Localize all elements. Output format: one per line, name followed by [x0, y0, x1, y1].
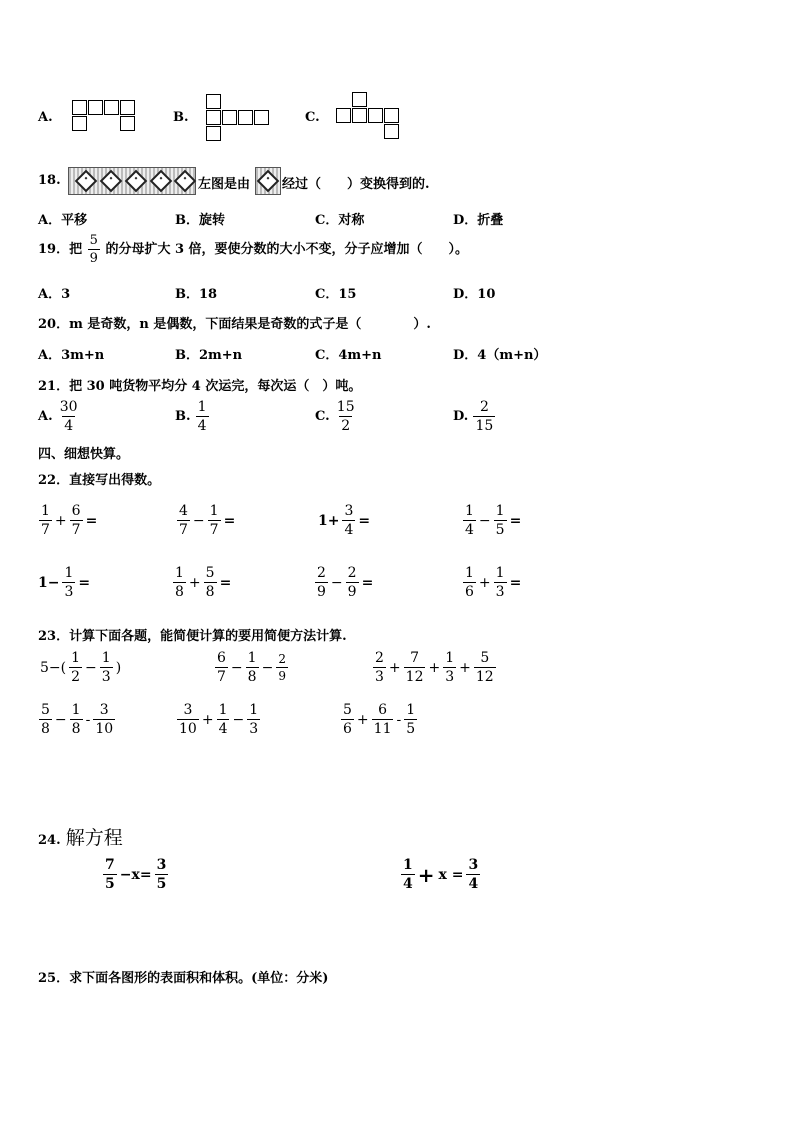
q22-item-4: $\frac{1}{4}$ − $\frac{1}{5}$ =	[465, 503, 522, 538]
q23-expr-1: 5−( $\frac{1}{2}$ − $\frac{1}{3}$ )	[40, 650, 122, 685]
q18-option-c[interactable]: C．对称	[315, 213, 365, 228]
q18-text-a: 左图是由	[198, 177, 251, 192]
q20-option-a[interactable]: A．3m+n	[38, 348, 105, 363]
q18-text-b: 经过（ ）变换得到的.	[282, 177, 430, 192]
q21-option-b[interactable]: B. $\frac{1}{4}$	[175, 399, 207, 434]
q22-item-5: 1− $\frac{1}{3}$ =	[38, 565, 91, 600]
q19-option-b[interactable]: B．18	[175, 287, 218, 302]
q22-item-8: $\frac{1}{6}$ + $\frac{1}{3}$ =	[465, 565, 522, 600]
q17-option-a[interactable]: A.	[38, 110, 53, 125]
q24-heading: 24. 解方程	[38, 827, 123, 849]
q19-option-c[interactable]: C．15	[315, 287, 357, 302]
q20-option-d[interactable]: D．4（m+n）	[453, 348, 547, 363]
section-4-heading: 四、细想快算。	[38, 447, 130, 462]
q20-option-b[interactable]: B．2m+n	[175, 348, 243, 363]
q17-option-c[interactable]: C.	[305, 110, 320, 125]
diamond-unit-image	[255, 167, 281, 195]
q21-question: 21．把 30 吨货物平均分 4 次运完，每次运（ ）吨。	[38, 379, 362, 394]
q19-option-d[interactable]: D．10	[453, 287, 496, 302]
q23-expr-2: $\frac{6}{7}$ − $\frac{1}{8}$ − $\frac{2}{9}$	[217, 650, 286, 685]
q21-option-d[interactable]: D. $\frac{2}{15}$	[453, 399, 494, 434]
q22-item-3: 1+ $\frac{3}{4}$ =	[318, 503, 371, 538]
q21-option-c[interactable]: C. $\frac{15}{2}$	[315, 399, 355, 434]
q23-expr-6: $\frac{5}{6}$ + $\frac{6}{11}$ - $\frac{1}{5}$	[343, 702, 416, 737]
q22-item-1: $\frac{1}{7}$ + $\frac{6}{7}$ =	[41, 503, 98, 538]
q22-item-2: $\frac{4}{7}$ − $\frac{1}{7}$ =	[179, 503, 236, 538]
q25-question: 25．求下面各图形的表面积和体积。(单位：分米)	[38, 971, 329, 986]
q19-question: 19．把 $\frac{5}{9}$ 的分母扩大 3 倍，要使分数的大小不变，分子应增加（ ）。	[38, 233, 469, 266]
q23-question: 23．计算下面各题，能简便计算的要用简便方法计算.	[38, 629, 347, 644]
q22-item-7: $\frac{2}{9}$ − $\frac{2}{9}$ =	[317, 565, 374, 600]
q21-option-a[interactable]: A. $\frac{30}{4}$	[38, 399, 78, 434]
q20-option-c[interactable]: C．4m+n	[315, 348, 382, 363]
q18-option-b[interactable]: B．旋转	[175, 213, 225, 228]
q20-question: 20．m 是奇数，n 是偶数，下面结果是奇数的式子是（ ）.	[38, 317, 431, 332]
q24-equation-1: $\frac{7}{5}$ −x= $\frac{3}{5}$	[105, 857, 167, 892]
q22-item-6: $\frac{1}{8}$ + $\frac{5}{8}$ =	[175, 565, 232, 600]
q23-expr-4: $\frac{5}{8}$ − $\frac{1}{8}$ - $\frac{3}{10}$	[41, 702, 114, 737]
q18-option-d[interactable]: D．折叠	[453, 213, 504, 228]
q17-option-b[interactable]: B.	[173, 110, 189, 125]
q22-question: 22．直接写出得数。	[38, 473, 161, 488]
q23-expr-3: $\frac{2}{3}$ + $\frac{7}{12}$ + $\frac{1}{3}$ + $\frac{5}{12}$	[375, 650, 494, 685]
q18-option-a[interactable]: A．平移	[38, 213, 88, 228]
frieze-pattern-image	[68, 167, 196, 195]
q18-number: 18.	[38, 173, 61, 188]
q19-option-a[interactable]: A．3	[38, 287, 71, 302]
q23-expr-5: $\frac{3}{10}$ + $\frac{1}{4}$ − $\frac{1}{3}$	[179, 702, 259, 737]
q24-equation-2: $\frac{1}{4}$ + x = $\frac{3}{4}$	[403, 857, 479, 892]
